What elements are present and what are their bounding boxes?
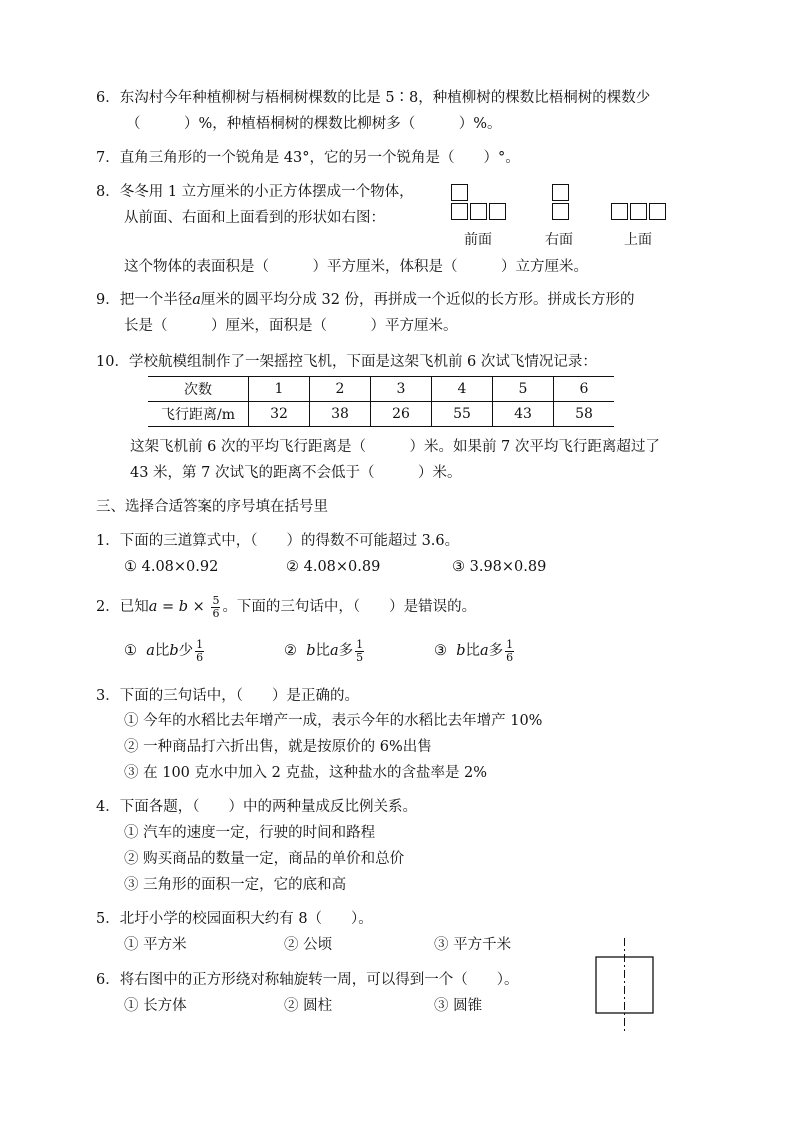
s6-stem: 6．将右图中的正方形绕对称轴旋转一周，可以得到一个（ ）。 — [96, 972, 519, 988]
right-view-cube — [552, 184, 569, 201]
s3-stem: 3．下面的三句话中，（ ）是正确的。 — [96, 688, 359, 704]
front-view-label: 前面 — [464, 232, 492, 248]
option-fraction — [355, 639, 364, 664]
flight-record-table — [148, 376, 614, 427]
table-header-label: 次数 — [148, 377, 249, 402]
right-view-cube — [552, 203, 569, 220]
s2-var: b — [178, 599, 189, 615]
q10-line2: 这架飞机前 6 次的平均飞行距离是（ ）米。如果前 7 次平均飞行距离超过了 — [130, 439, 660, 455]
option-text: 比 — [315, 643, 331, 659]
q10-line1: 10．学校航模组制作了一架摇控飞机，下面是这架飞机前 6 次试飞情况记录： — [96, 354, 597, 370]
option-text: 比 — [465, 643, 481, 659]
front-view-cube — [451, 184, 468, 201]
s2-option-1 — [124, 638, 206, 664]
s5-stem: 5．北圩小学的校园面积大约有 8（ ）。 — [96, 911, 373, 927]
square-axis-figure — [590, 936, 662, 1034]
s4-option-3: ③ 三角形的面积一定，它的底和高 — [124, 877, 347, 893]
top-view-cube — [649, 203, 666, 220]
option-mark: ③ — [434, 643, 447, 659]
fraction-denominator: 6 — [212, 606, 220, 620]
option-var: a — [146, 643, 155, 659]
table-cell: 6 — [554, 377, 615, 402]
option-var: a — [480, 643, 489, 659]
q9-text: 9．把一个半径 — [96, 292, 193, 308]
s6-option-2: ② 圆柱 — [284, 998, 333, 1014]
s4-option-1: ① 汽车的速度一定，行驶的时间和路程 — [124, 825, 376, 841]
s5-option-2: ② 公顷 — [284, 937, 333, 953]
s5-option-3: ③ 平方千米 — [434, 937, 512, 953]
option-mark: ② — [284, 643, 297, 659]
table-cell: 3 — [371, 377, 432, 402]
q10-line3: 43 米，第 7 次试飞的距离不会低于（ ）米。 — [130, 465, 462, 481]
option-var: b — [306, 643, 316, 659]
q8-line3: 这个物体的表面积是（ ）平方厘米，体积是（ ）立方厘米。 — [124, 259, 588, 275]
fraction-denominator: 5 — [356, 650, 364, 664]
table-cell: 43 — [493, 402, 554, 427]
s1-option-2: ② 4.08×0.89 — [286, 559, 381, 575]
option-var: a — [330, 643, 339, 659]
s2-option-2 — [284, 638, 366, 664]
s1-stem: 1．下面的三道算式中，（ ）的得数不可能超过 3.6。 — [96, 533, 460, 549]
q9-line1 — [96, 290, 635, 310]
table-row-label: 飞行距离/m — [148, 402, 249, 427]
fraction-numerator: 5 — [212, 593, 220, 607]
top-view-cube — [611, 203, 628, 220]
s3-option-3: ③ 在 100 克水中加入 2 克盐，这种盐水的含盐率是 2% — [124, 765, 488, 781]
q9-text: 厘米的圆平均分成 32 份，再拼成一个近似的长方形。拼成长方形的 — [200, 292, 635, 308]
s2-stem — [96, 594, 476, 620]
option-fraction — [195, 639, 204, 664]
s2-option-3 — [434, 638, 516, 664]
top-view-cube — [630, 203, 647, 220]
s2-text: 2．已知 — [96, 599, 149, 615]
s4-stem: 4．下面各题，（ ）中的两种量成反比例关系。 — [96, 799, 417, 815]
q9-line2: 长是（ ）厘米，面积是（ ）平方厘米。 — [124, 318, 458, 334]
table-cell: 5 — [493, 377, 554, 402]
q6-line2: （ ）%，种植梧桐树的棵数比柳树多（ ）%。 — [126, 116, 502, 132]
option-text: 比 — [154, 643, 170, 659]
table-cell: 1 — [249, 377, 310, 402]
s1-option-3: ③ 3.98×0.89 — [452, 559, 547, 575]
q9-variable-a: a — [192, 292, 201, 308]
q6-line1: 6．东沟村今年种植柳树与梧桐树棵数的比是 5∶8，种植柳树的棵数比梧桐树的棵数少 — [96, 90, 651, 106]
fraction-denominator: 6 — [196, 650, 204, 664]
s4-option-2: ② 购买商品的数量一定，商品的单价和总价 — [124, 851, 405, 867]
front-view-cube — [470, 203, 487, 220]
option-var: b — [456, 643, 466, 659]
table-cell: 4 — [432, 377, 493, 402]
fraction-numerator: 1 — [506, 637, 514, 651]
table-cell: 58 — [554, 402, 615, 427]
fraction-numerator: 1 — [356, 637, 364, 651]
option-fraction — [505, 639, 514, 664]
option-text: 多 — [338, 643, 354, 659]
option-text: 少 — [178, 643, 194, 659]
s2-var: a — [148, 599, 158, 615]
s2-fraction — [211, 595, 220, 620]
s6-option-1: ① 长方体 — [124, 998, 187, 1014]
fraction-numerator: 1 — [196, 637, 204, 651]
option-text: 多 — [488, 643, 504, 659]
s2-text: = — [157, 599, 179, 615]
table-cell: 32 — [249, 402, 310, 427]
option-var: b — [169, 643, 179, 659]
q7-text: 7．直角三角形的一个锐角是 43°，它的另一个锐角是（ ）°。 — [96, 150, 520, 166]
option-mark: ① — [124, 643, 137, 659]
front-view-cube — [489, 203, 506, 220]
s1-option-1: ① 4.08×0.92 — [124, 559, 219, 575]
table-row — [148, 402, 614, 427]
table-cell: 38 — [310, 402, 371, 427]
table-cell: 26 — [371, 402, 432, 427]
right-view-label: 右面 — [545, 232, 573, 248]
q8-line2: 从前面、右面和上面看到的形状如右图： — [124, 210, 385, 226]
s3-option-1: ① 今年的水稻比去年增产一成，表示今年的水稻比去年增产 10% — [124, 713, 543, 729]
s3-option-2: ② 一种商品打六折出售，就是按原价的 6%出售 — [124, 739, 432, 755]
table-row — [148, 377, 614, 402]
front-view-cube — [451, 203, 468, 220]
table-cell: 55 — [432, 402, 493, 427]
s2-text: × — [188, 599, 210, 615]
table-cell: 2 — [310, 377, 371, 402]
section-title: 三、选择合适答案的序号填在括号里 — [96, 499, 328, 515]
s6-option-3: ③ 圆锥 — [434, 998, 483, 1014]
fraction-denominator: 6 — [506, 650, 514, 664]
q8-line1: 8．冬冬用 1 立方厘米的小正方体摆成一个物体， — [96, 184, 414, 200]
s2-text: 。下面的三句话中，（ ）是错误的。 — [222, 599, 477, 615]
top-view-label: 上面 — [624, 232, 652, 248]
s5-option-1: ① 平方米 — [124, 937, 187, 953]
